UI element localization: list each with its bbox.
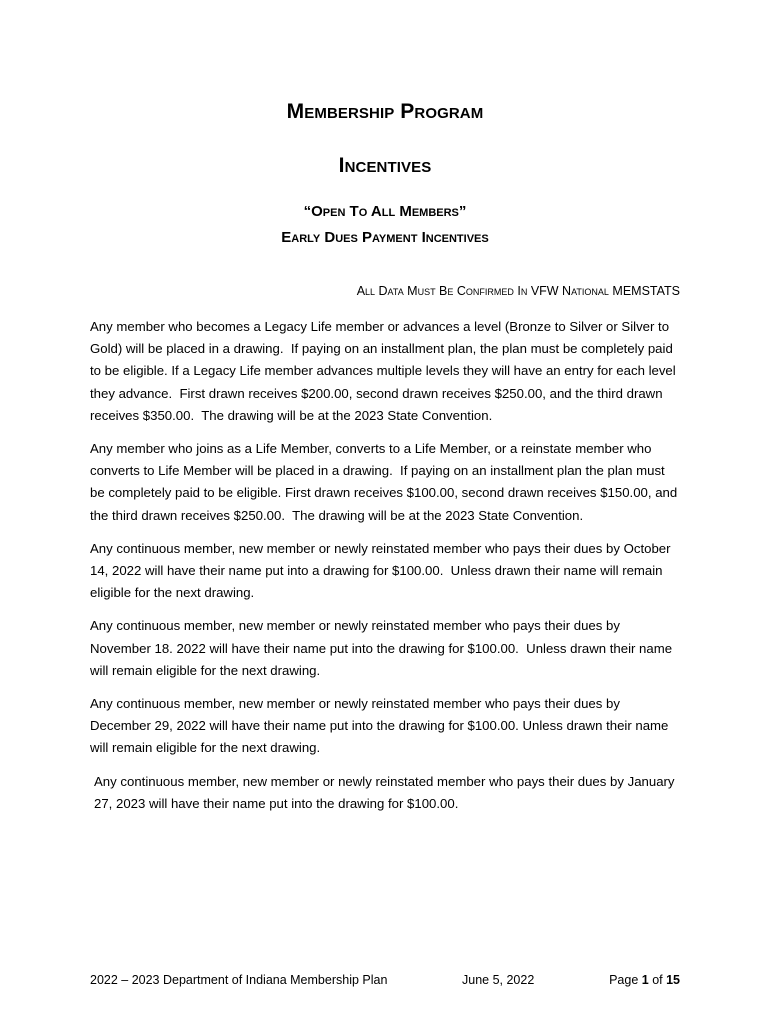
paragraph-legacy-life: Any member who becomes a Legacy Life member or advances a level (Bronze to Silver or Silver to Gold) will be placed in a drawing. If paying on an installment plan, the plan must be completely paid to be eligible. If a Legacy Life member advances multiple levels they will have an entry for each level they advance. First drawn receives $200.00, second drawn receives $250.00, and the third drawn receives $350.00. The drawing will be at the 2023 State Convention. xyxy=(90,319,680,423)
data-confirmation-note: All Data Must Be Confirmed In VFW National MEMSTATS xyxy=(356,284,680,298)
paragraph-january-drawing: Any continuous member, new member or newly reinstated member who pays their dues by January 27, 2023 will have their name put into the drawing for $100.00. xyxy=(94,773,679,811)
paragraph-november-drawing: Any continuous member, new member or newly reinstated member who pays their dues by November 18. 2022 will have their name put into the drawing for $100.00. Unless drawn their name will remain eligible for the next drawing. xyxy=(90,618,676,678)
paragraph-october-drawing: Any continuous member, new member or newly reinstated member who pays their dues by October 14, 2022 will have their name put into a drawing for $100.00. Unless drawn their name will remain eligible for the next drawing. xyxy=(90,540,675,601)
footer-date: June 5, 2022 xyxy=(462,973,535,987)
footer-page-middle: of xyxy=(648,973,667,987)
document-title-line-1: Membership Program xyxy=(286,100,484,123)
footer-page-total: 15 xyxy=(666,973,680,987)
footer-page-current: 1 xyxy=(641,973,649,987)
footer-page-number xyxy=(609,971,680,989)
page-footer xyxy=(90,971,680,989)
document-body xyxy=(90,316,680,826)
document-subtitle-line-1: “Open To All Members” xyxy=(303,203,467,220)
paragraph-december-drawing: Any continuous member, new member or newly reinstated member who pays their dues by December 29, 2022 will have their name put into the drawing for $100.00. Unless drawn their name will remain eligible for the next drawing. xyxy=(90,696,673,756)
footer-page-prefix: Page xyxy=(609,973,642,987)
document-subtitle-line-2: Early Dues Payment Incentives xyxy=(281,229,489,246)
paragraph-life-member: Any member who joins as a Life Member, converts to a Life Member, or a reinstate member who converts to Life Member will be placed in a drawing. If paying on an installment plan the plan must be completely paid to be eligible. First drawn receives $100.00, second drawn receives $150.00, and the third drawn receives $250.00. The drawing will be at the 2023 State Convention. xyxy=(90,441,681,523)
document-title-line-2: Incentives xyxy=(338,154,432,177)
footer-plan-name: 2022 – 2023 Department of Indiana Membership Plan xyxy=(90,973,388,987)
